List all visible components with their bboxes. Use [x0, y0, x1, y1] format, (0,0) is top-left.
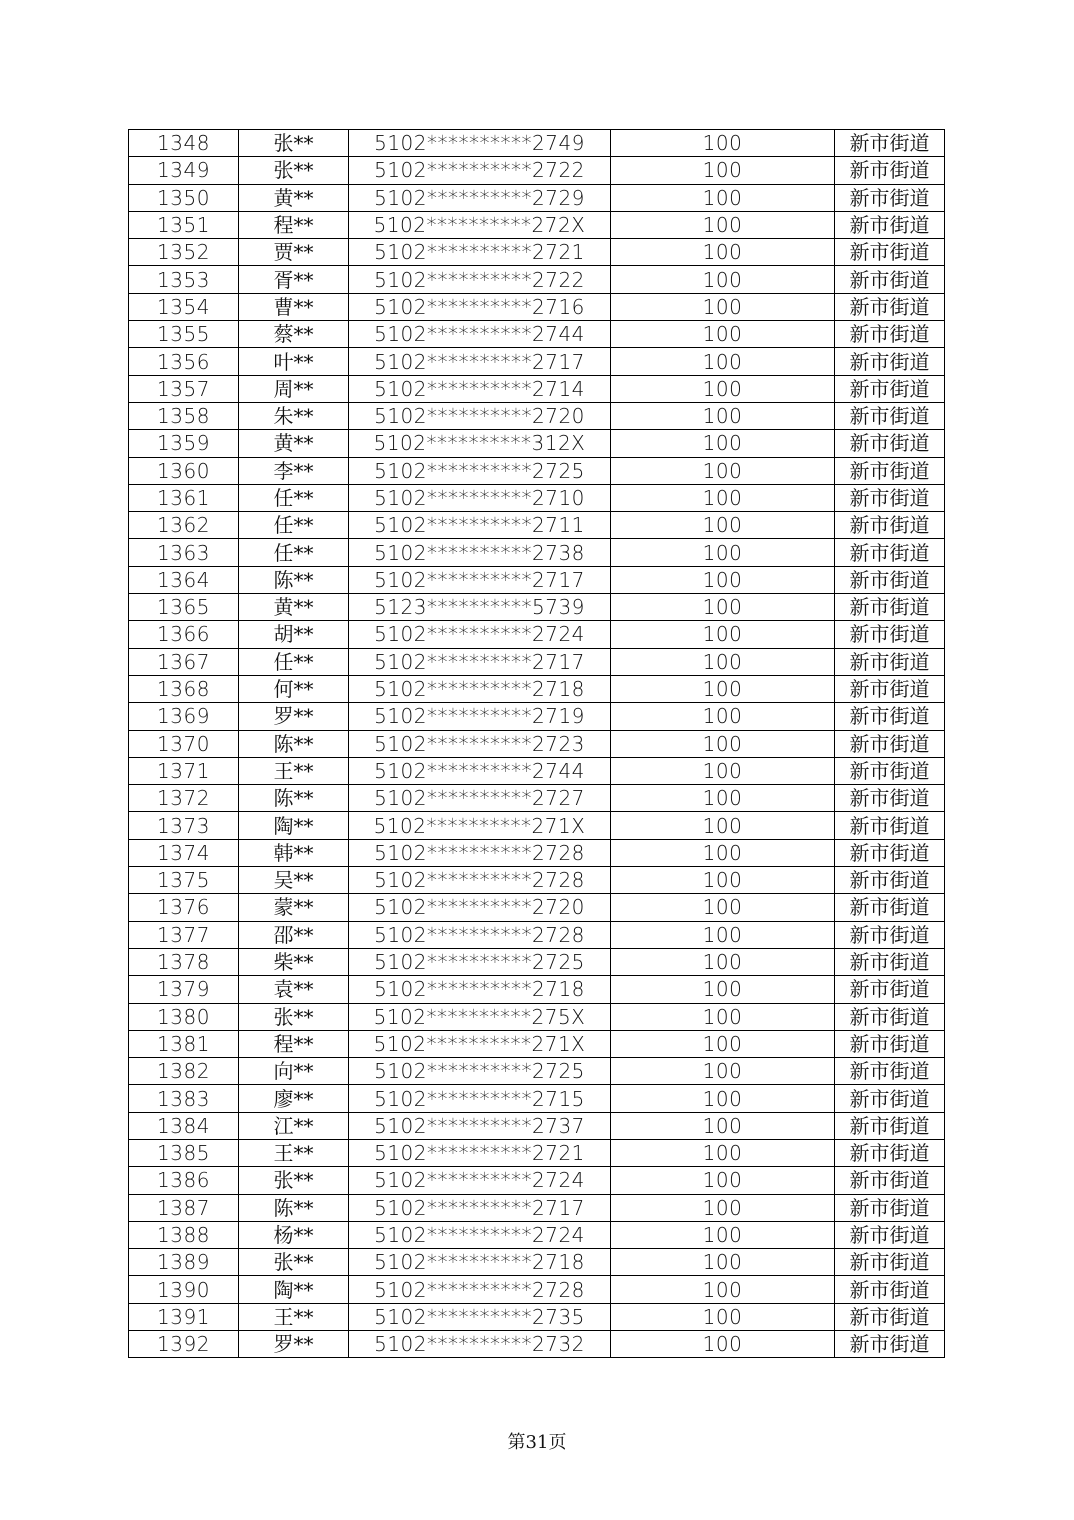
row-index-cell: 1366: [129, 621, 239, 648]
amount-cell: 100: [611, 239, 835, 266]
id-number-cell: 5102**********2717: [349, 1194, 611, 1221]
id-number-cell: 5102**********2725: [349, 1058, 611, 1085]
table-row: [129, 1167, 945, 1194]
row-index-cell: 1364: [129, 566, 239, 593]
amount-cell: 100: [611, 1085, 835, 1112]
table-row: [129, 484, 945, 511]
id-number-cell: 5102**********2716: [349, 293, 611, 320]
name-cell: 张**: [239, 1167, 349, 1194]
table-row: [129, 757, 945, 784]
id-number-cell: 5102**********2728: [349, 921, 611, 948]
id-number-cell: 5102**********2724: [349, 1221, 611, 1248]
name-cell: 任**: [239, 512, 349, 539]
id-number-cell: 5102**********2749: [349, 130, 611, 157]
id-number-cell: 5102**********2737: [349, 1112, 611, 1139]
table-row: [129, 894, 945, 921]
name-cell: 程**: [239, 1030, 349, 1057]
table-row: [129, 211, 945, 238]
table-row: [129, 1303, 945, 1330]
row-index-cell: 1390: [129, 1276, 239, 1303]
amount-cell: 100: [611, 1167, 835, 1194]
table-row: [129, 130, 945, 157]
street-cell: 新市街道: [835, 867, 945, 894]
name-cell: 周**: [239, 375, 349, 402]
table-row: [129, 157, 945, 184]
name-cell: 邵**: [239, 921, 349, 948]
table-row: [129, 621, 945, 648]
row-index-cell: 1349: [129, 157, 239, 184]
name-cell: 任**: [239, 484, 349, 511]
street-cell: 新市街道: [835, 948, 945, 975]
amount-cell: 100: [611, 157, 835, 184]
table-row: [129, 430, 945, 457]
street-cell: 新市街道: [835, 812, 945, 839]
id-number-cell: 5102**********2728: [349, 1276, 611, 1303]
id-number-cell: 5102**********2722: [349, 266, 611, 293]
row-index-cell: 1386: [129, 1167, 239, 1194]
amount-cell: 100: [611, 375, 835, 402]
name-cell: 袁**: [239, 976, 349, 1003]
street-cell: 新市街道: [835, 1276, 945, 1303]
amount-cell: 100: [611, 757, 835, 784]
id-number-cell: 5102**********271X: [349, 812, 611, 839]
row-index-cell: 1379: [129, 976, 239, 1003]
street-cell: 新市街道: [835, 348, 945, 375]
row-index-cell: 1384: [129, 1112, 239, 1139]
street-cell: 新市街道: [835, 293, 945, 320]
name-cell: 任**: [239, 539, 349, 566]
street-cell: 新市街道: [835, 675, 945, 702]
name-cell: 程**: [239, 211, 349, 238]
id-number-cell: 5102**********2744: [349, 321, 611, 348]
name-cell: 蒙**: [239, 894, 349, 921]
street-cell: 新市街道: [835, 239, 945, 266]
street-cell: 新市街道: [835, 157, 945, 184]
street-cell: 新市街道: [835, 1112, 945, 1139]
table-row: [129, 293, 945, 320]
table-row: [129, 785, 945, 812]
table-row: [129, 239, 945, 266]
row-index-cell: 1389: [129, 1249, 239, 1276]
name-cell: 陈**: [239, 566, 349, 593]
row-index-cell: 1388: [129, 1221, 239, 1248]
id-number-cell: 5102**********2717: [349, 566, 611, 593]
amount-cell: 100: [611, 457, 835, 484]
street-cell: 新市街道: [835, 1085, 945, 1112]
name-cell: 江**: [239, 1112, 349, 1139]
name-cell: 黄**: [239, 430, 349, 457]
id-number-cell: 5102**********2735: [349, 1303, 611, 1330]
table-row: [129, 921, 945, 948]
table-row: [129, 566, 945, 593]
amount-cell: 100: [611, 1194, 835, 1221]
street-cell: 新市街道: [835, 894, 945, 921]
table-row: [129, 348, 945, 375]
row-index-cell: 1348: [129, 130, 239, 157]
page-number: 第31页: [507, 1432, 567, 1453]
amount-cell: 100: [611, 730, 835, 757]
row-index-cell: 1362: [129, 512, 239, 539]
street-cell: 新市街道: [835, 266, 945, 293]
name-cell: 朱**: [239, 402, 349, 429]
name-cell: 胥**: [239, 266, 349, 293]
id-number-cell: 5102**********2732: [349, 1331, 611, 1358]
table-row: [129, 1331, 945, 1358]
street-cell: 新市街道: [835, 1331, 945, 1358]
table-row: [129, 594, 945, 621]
amount-cell: 100: [611, 648, 835, 675]
name-cell: 陈**: [239, 730, 349, 757]
row-index-cell: 1392: [129, 1331, 239, 1358]
amount-cell: 100: [611, 321, 835, 348]
table-row: [129, 1112, 945, 1139]
row-index-cell: 1382: [129, 1058, 239, 1085]
table-row: [129, 1249, 945, 1276]
id-number-cell: 5102**********312X: [349, 430, 611, 457]
name-cell: 陶**: [239, 812, 349, 839]
table-row: [129, 1276, 945, 1303]
row-index-cell: 1387: [129, 1194, 239, 1221]
amount-cell: 100: [611, 1249, 835, 1276]
id-number-cell: 5102**********2715: [349, 1085, 611, 1112]
street-cell: 新市街道: [835, 1194, 945, 1221]
name-cell: 张**: [239, 130, 349, 157]
street-cell: 新市街道: [835, 457, 945, 484]
table-row: [129, 266, 945, 293]
row-index-cell: 1378: [129, 948, 239, 975]
data-table: [128, 129, 945, 1358]
table-row: [129, 1058, 945, 1085]
amount-cell: 100: [611, 594, 835, 621]
row-index-cell: 1369: [129, 703, 239, 730]
street-cell: 新市街道: [835, 594, 945, 621]
amount-cell: 100: [611, 430, 835, 457]
id-number-cell: 5102**********2724: [349, 1167, 611, 1194]
id-number-cell: 5102**********2722: [349, 157, 611, 184]
amount-cell: 100: [611, 1112, 835, 1139]
street-cell: 新市街道: [835, 539, 945, 566]
row-index-cell: 1380: [129, 1003, 239, 1030]
id-number-cell: 5102**********2728: [349, 839, 611, 866]
name-cell: 蔡**: [239, 321, 349, 348]
row-index-cell: 1361: [129, 484, 239, 511]
name-cell: 张**: [239, 157, 349, 184]
row-index-cell: 1383: [129, 1085, 239, 1112]
row-index-cell: 1359: [129, 430, 239, 457]
street-cell: 新市街道: [835, 703, 945, 730]
id-number-cell: 5102**********2721: [349, 239, 611, 266]
id-number-cell: 5102**********2717: [349, 648, 611, 675]
row-index-cell: 1368: [129, 675, 239, 702]
id-number-cell: 5102**********275X: [349, 1003, 611, 1030]
amount-cell: 100: [611, 976, 835, 1003]
row-index-cell: 1365: [129, 594, 239, 621]
row-index-cell: 1370: [129, 730, 239, 757]
street-cell: 新市街道: [835, 921, 945, 948]
id-number-cell: 5102**********2725: [349, 457, 611, 484]
amount-cell: 100: [611, 1303, 835, 1330]
table-row: [129, 539, 945, 566]
id-number-cell: 5102**********2723: [349, 730, 611, 757]
name-cell: 王**: [239, 757, 349, 784]
id-number-cell: 5102**********2711: [349, 512, 611, 539]
amount-cell: 100: [611, 211, 835, 238]
name-cell: 杨**: [239, 1221, 349, 1248]
amount-cell: 100: [611, 130, 835, 157]
amount-cell: 100: [611, 1003, 835, 1030]
name-cell: 陶**: [239, 1276, 349, 1303]
amount-cell: 100: [611, 894, 835, 921]
id-number-cell: 5102**********2710: [349, 484, 611, 511]
street-cell: 新市街道: [835, 785, 945, 812]
street-cell: 新市街道: [835, 1139, 945, 1166]
table-row: [129, 675, 945, 702]
table-row: [129, 730, 945, 757]
row-index-cell: 1363: [129, 539, 239, 566]
street-cell: 新市街道: [835, 566, 945, 593]
street-cell: 新市街道: [835, 1221, 945, 1248]
amount-cell: 100: [611, 293, 835, 320]
row-index-cell: 1353: [129, 266, 239, 293]
amount-cell: 100: [611, 1276, 835, 1303]
street-cell: 新市街道: [835, 211, 945, 238]
row-index-cell: 1375: [129, 867, 239, 894]
table-row: [129, 1085, 945, 1112]
name-cell: 王**: [239, 1139, 349, 1166]
amount-cell: 100: [611, 402, 835, 429]
street-cell: 新市街道: [835, 1058, 945, 1085]
table-row: [129, 457, 945, 484]
table-row: [129, 1139, 945, 1166]
table-row: [129, 867, 945, 894]
row-index-cell: 1373: [129, 812, 239, 839]
amount-cell: 100: [611, 1331, 835, 1358]
table-row: [129, 375, 945, 402]
street-cell: 新市街道: [835, 402, 945, 429]
table-row: [129, 948, 945, 975]
street-cell: 新市街道: [835, 375, 945, 402]
table-row: [129, 648, 945, 675]
row-index-cell: 1377: [129, 921, 239, 948]
name-cell: 贾**: [239, 239, 349, 266]
table-row: [129, 402, 945, 429]
table-row: [129, 1030, 945, 1057]
row-index-cell: 1385: [129, 1139, 239, 1166]
street-cell: 新市街道: [835, 1167, 945, 1194]
name-cell: 罗**: [239, 1331, 349, 1358]
id-number-cell: 5102**********2725: [349, 948, 611, 975]
name-cell: 黄**: [239, 184, 349, 211]
id-number-cell: 5102**********272X: [349, 211, 611, 238]
table-row: [129, 184, 945, 211]
row-index-cell: 1357: [129, 375, 239, 402]
street-cell: 新市街道: [835, 757, 945, 784]
name-cell: 黄**: [239, 594, 349, 621]
table-body: [129, 130, 945, 1358]
name-cell: 叶**: [239, 348, 349, 375]
amount-cell: 100: [611, 539, 835, 566]
id-number-cell: 5102**********271X: [349, 1030, 611, 1057]
amount-cell: 100: [611, 812, 835, 839]
table-row: [129, 512, 945, 539]
id-number-cell: 5102**********2718: [349, 675, 611, 702]
table-row: [129, 839, 945, 866]
street-cell: 新市街道: [835, 484, 945, 511]
id-number-cell: 5102**********2729: [349, 184, 611, 211]
row-index-cell: 1354: [129, 293, 239, 320]
amount-cell: 100: [611, 839, 835, 866]
street-cell: 新市街道: [835, 839, 945, 866]
name-cell: 曹**: [239, 293, 349, 320]
amount-cell: 100: [611, 1221, 835, 1248]
row-index-cell: 1352: [129, 239, 239, 266]
street-cell: 新市街道: [835, 512, 945, 539]
row-index-cell: 1358: [129, 402, 239, 429]
amount-cell: 100: [611, 948, 835, 975]
name-cell: 韩**: [239, 839, 349, 866]
name-cell: 罗**: [239, 703, 349, 730]
street-cell: 新市街道: [835, 1003, 945, 1030]
id-number-cell: 5102**********2738: [349, 539, 611, 566]
street-cell: 新市街道: [835, 184, 945, 211]
row-index-cell: 1391: [129, 1303, 239, 1330]
table-row: [129, 1194, 945, 1221]
amount-cell: 100: [611, 785, 835, 812]
row-index-cell: 1350: [129, 184, 239, 211]
id-number-cell: 5102**********2718: [349, 1249, 611, 1276]
id-number-cell: 5102**********2718: [349, 976, 611, 1003]
name-cell: 张**: [239, 1249, 349, 1276]
amount-cell: 100: [611, 484, 835, 511]
street-cell: 新市街道: [835, 976, 945, 1003]
name-cell: 胡**: [239, 621, 349, 648]
street-cell: 新市街道: [835, 130, 945, 157]
row-index-cell: 1356: [129, 348, 239, 375]
name-cell: 何**: [239, 675, 349, 702]
id-number-cell: 5102**********2744: [349, 757, 611, 784]
amount-cell: 100: [611, 184, 835, 211]
name-cell: 柴**: [239, 948, 349, 975]
amount-cell: 100: [611, 1058, 835, 1085]
amount-cell: 100: [611, 675, 835, 702]
id-number-cell: 5102**********2727: [349, 785, 611, 812]
table-row: [129, 976, 945, 1003]
amount-cell: 100: [611, 703, 835, 730]
amount-cell: 100: [611, 266, 835, 293]
street-cell: 新市街道: [835, 621, 945, 648]
street-cell: 新市街道: [835, 1303, 945, 1330]
amount-cell: 100: [611, 621, 835, 648]
row-index-cell: 1376: [129, 894, 239, 921]
name-cell: 李**: [239, 457, 349, 484]
row-index-cell: 1371: [129, 757, 239, 784]
street-cell: 新市街道: [835, 321, 945, 348]
amount-cell: 100: [611, 1030, 835, 1057]
id-number-cell: 5102**********2720: [349, 402, 611, 429]
street-cell: 新市街道: [835, 730, 945, 757]
row-index-cell: 1360: [129, 457, 239, 484]
table-row: [129, 321, 945, 348]
street-cell: 新市街道: [835, 1249, 945, 1276]
street-cell: 新市街道: [835, 648, 945, 675]
amount-cell: 100: [611, 921, 835, 948]
row-index-cell: 1351: [129, 211, 239, 238]
name-cell: 吴**: [239, 867, 349, 894]
id-number-cell: 5102**********2717: [349, 348, 611, 375]
table-row: [129, 1221, 945, 1248]
amount-cell: 100: [611, 1139, 835, 1166]
id-number-cell: 5123**********5739: [349, 594, 611, 621]
id-number-cell: 5102**********2721: [349, 1139, 611, 1166]
id-number-cell: 5102**********2714: [349, 375, 611, 402]
row-index-cell: 1355: [129, 321, 239, 348]
row-index-cell: 1367: [129, 648, 239, 675]
name-cell: 陈**: [239, 785, 349, 812]
amount-cell: 100: [611, 566, 835, 593]
name-cell: 王**: [239, 1303, 349, 1330]
name-cell: 廖**: [239, 1085, 349, 1112]
amount-cell: 100: [611, 348, 835, 375]
row-index-cell: 1381: [129, 1030, 239, 1057]
id-number-cell: 5102**********2724: [349, 621, 611, 648]
name-cell: 向**: [239, 1058, 349, 1085]
amount-cell: 100: [611, 512, 835, 539]
row-index-cell: 1374: [129, 839, 239, 866]
id-number-cell: 5102**********2719: [349, 703, 611, 730]
id-number-cell: 5102**********2728: [349, 867, 611, 894]
table-row: [129, 703, 945, 730]
row-index-cell: 1372: [129, 785, 239, 812]
amount-cell: 100: [611, 867, 835, 894]
table-row: [129, 1003, 945, 1030]
street-cell: 新市街道: [835, 430, 945, 457]
id-number-cell: 5102**********2720: [349, 894, 611, 921]
table-row: [129, 812, 945, 839]
street-cell: 新市街道: [835, 1030, 945, 1057]
name-cell: 陈**: [239, 1194, 349, 1221]
name-cell: 张**: [239, 1003, 349, 1030]
name-cell: 任**: [239, 648, 349, 675]
